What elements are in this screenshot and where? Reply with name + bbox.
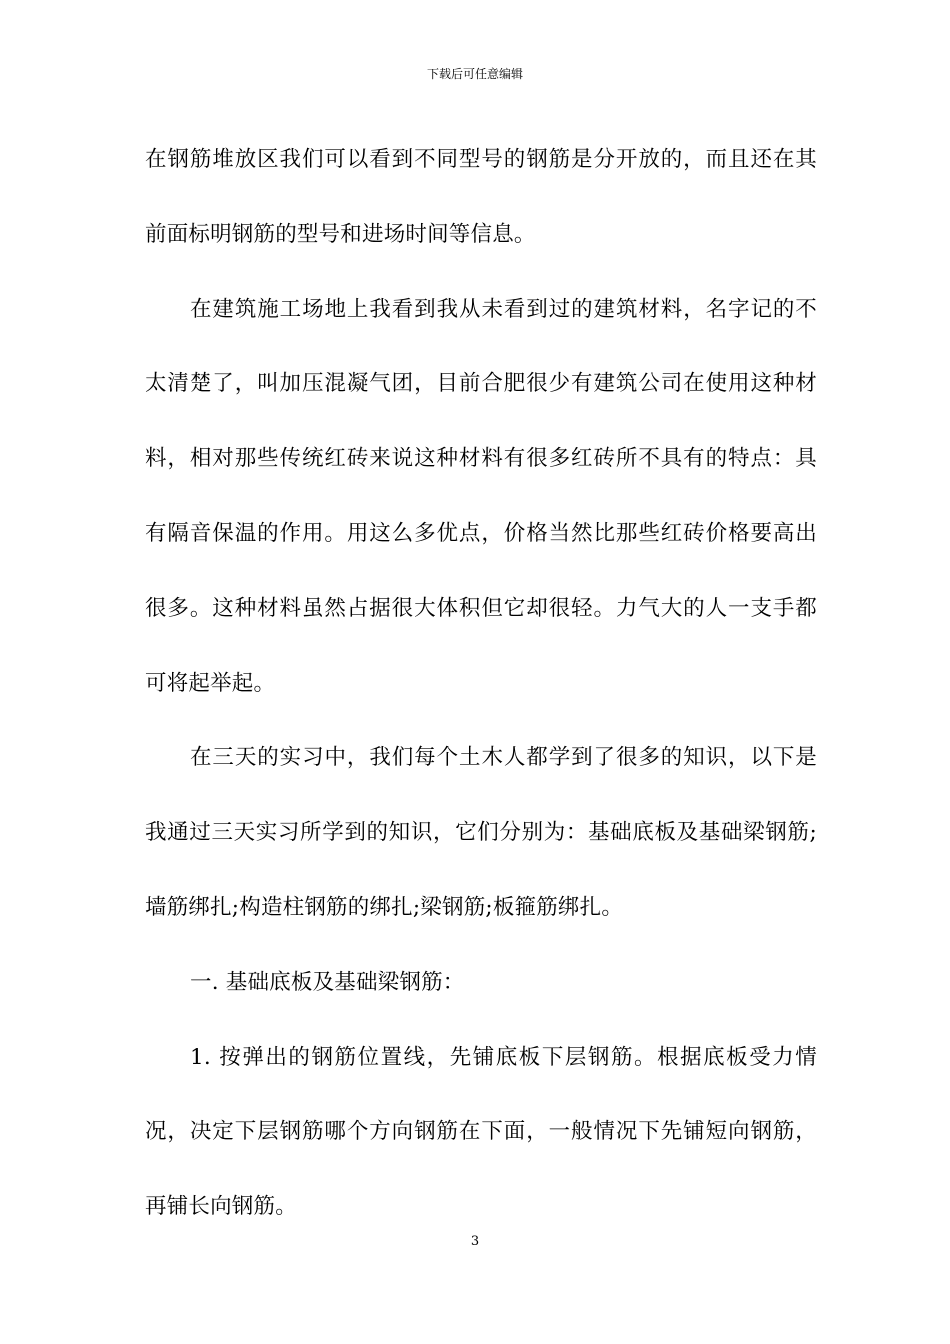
section-heading-foundation-rebar: 一. 基础底板及基础梁钢筋：: [190, 969, 465, 995]
paragraph-aerated-concrete: 在建筑施工场地上我看到我从未看到过的建筑材料，名字记的不太清楚了，叫加压混凝气团，目前合肥很少有建筑公司在使用这种材料，相对那些传统红砖来说这种材料有很多红砖所不具有的特点：具有隔音保温的作用。用这么多优点，价格当然比那些红砖价格要高出很多。这种材料虽然占据很大体积但它却很轻。力气大的人一支手都可将起举起。: [145, 296, 817, 696]
document-body: [145, 123, 817, 1245]
paragraph-step-one: 1. 按弹出的钢筋位置线，先铺底板下层钢筋。根据底板受力情况，决定下层钢筋哪个方向钢筋在下面，一般情况下先铺短向钢筋，再铺长向钢筋。: [145, 1044, 817, 1220]
paragraph-rebar-storage: 在钢筋堆放区我们可以看到不同型号的钢筋是分开放的，而且还在其前面标明钢筋的型号和进场时间等信息。: [145, 147, 817, 247]
paragraph-internship-summary: 在三天的实习中，我们每个土木人都学到了很多的知识，以下是我通过三天实习所学到的知识，它们分别为：基础底板及基础梁钢筋;墙筋绑扎;构造柱钢筋的绑扎;梁钢筋;板箍筋绑扎。: [145, 745, 817, 920]
page-number: 3: [470, 1234, 480, 1249]
page-header: 下载后可任意编辑: [426, 67, 523, 81]
